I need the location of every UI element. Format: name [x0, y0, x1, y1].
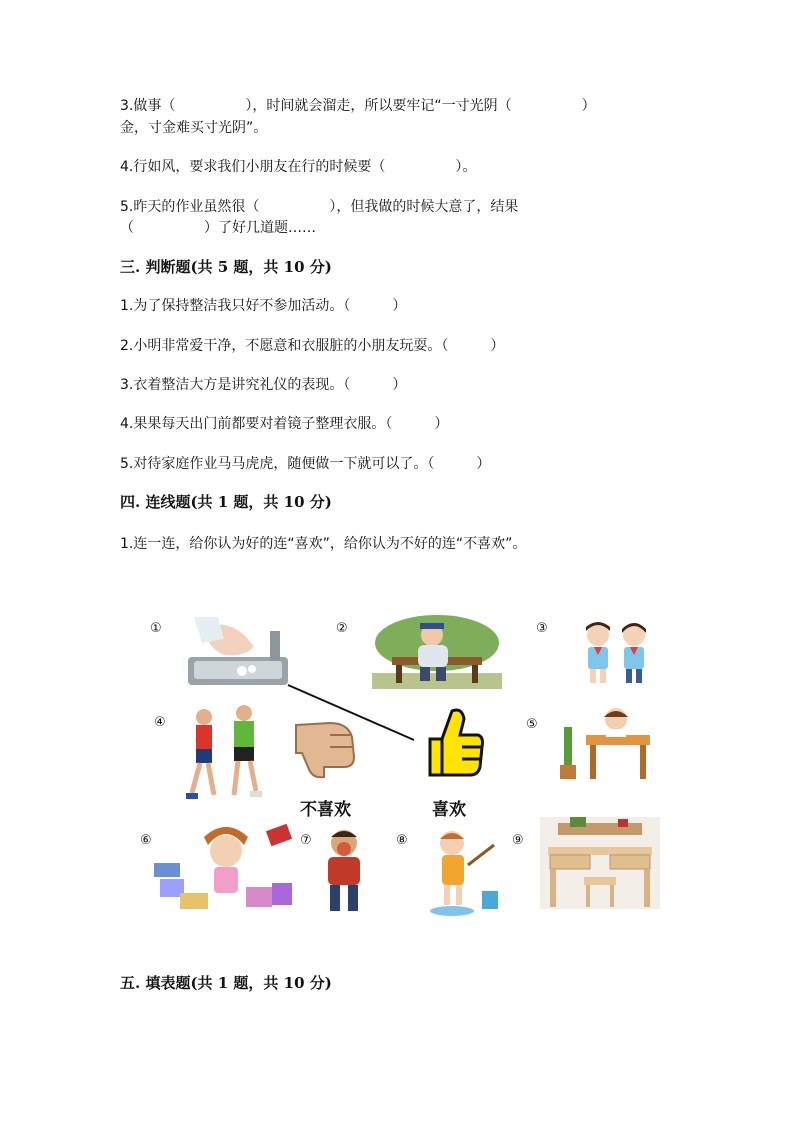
q5-line2: （ ）了好几道题……	[120, 220, 316, 236]
item-number-6: ⑥	[140, 833, 152, 848]
runners-picture	[180, 701, 270, 805]
girl-sleeping-at-desk-picture	[556, 705, 656, 785]
item-number-2: ②	[336, 621, 348, 636]
section5-heading: 五. 填表题(共 1 题，共 10 分)	[120, 974, 332, 992]
item-number-5: ⑤	[526, 717, 538, 732]
item-number-7: ⑦	[300, 833, 312, 848]
boy-eating-picture	[316, 827, 372, 917]
dislike-label: 不喜欢	[300, 800, 351, 820]
q5-line1: 5.昨天的作业虽然很（ ），但我做的时候大意了，结果	[120, 199, 519, 215]
thumbs-down-icon	[290, 717, 360, 781]
q4-line: 4.行如风，要求我们小朋友在行的时候要（ ）。	[120, 159, 477, 175]
matching-question: 1.连一连，给你认为好的连“喜欢”，给你认为不好的连“不喜欢”。	[120, 536, 527, 552]
item-number-3: ③	[536, 621, 548, 636]
judge-item-3: 3.衣着整洁大方是讲究礼仪的表现。（ ）	[120, 377, 407, 393]
messy-man-on-bench-picture	[372, 613, 502, 689]
matching-figure	[140, 605, 670, 935]
judge-item-5: 5.对待家庭作业马马虎虎，随便做一下就可以了。（ ）	[120, 456, 491, 472]
messy-girl-picture	[150, 823, 300, 917]
tidy-children-picture	[572, 617, 662, 687]
item-number-4: ④	[154, 715, 166, 730]
section3-heading: 三. 判断题(共 5 题，共 10 分)	[120, 258, 332, 276]
q3-line2: 金，寸金难买寸光阴”。	[120, 120, 268, 136]
girl-cleaning-picture	[422, 825, 502, 917]
item-number-1: ①	[150, 621, 162, 636]
judge-item-1: 1.为了保持整洁我只好不参加活动。（ ）	[120, 298, 407, 314]
tidy-wooden-desk-picture	[540, 817, 660, 909]
handwashing-picture	[184, 617, 294, 693]
thumbs-up-icon	[422, 705, 486, 779]
judge-item-4: 4.果果每天出门前都要对着镜子整理衣服。（ ）	[120, 416, 449, 432]
section4-heading: 四. 连线题(共 1 题，共 10 分)	[120, 493, 332, 511]
item-number-8: ⑧	[396, 833, 408, 848]
item-number-9: ⑨	[512, 833, 524, 848]
judge-item-2: 2.小明非常爱干净，不愿意和衣服脏的小朋友玩耍。（ ）	[120, 338, 505, 354]
like-label: 喜欢	[432, 800, 466, 820]
q3-line1: 3.做事（ ），时间就会溜走，所以要牢记“一寸光阴（ ）	[120, 98, 596, 114]
